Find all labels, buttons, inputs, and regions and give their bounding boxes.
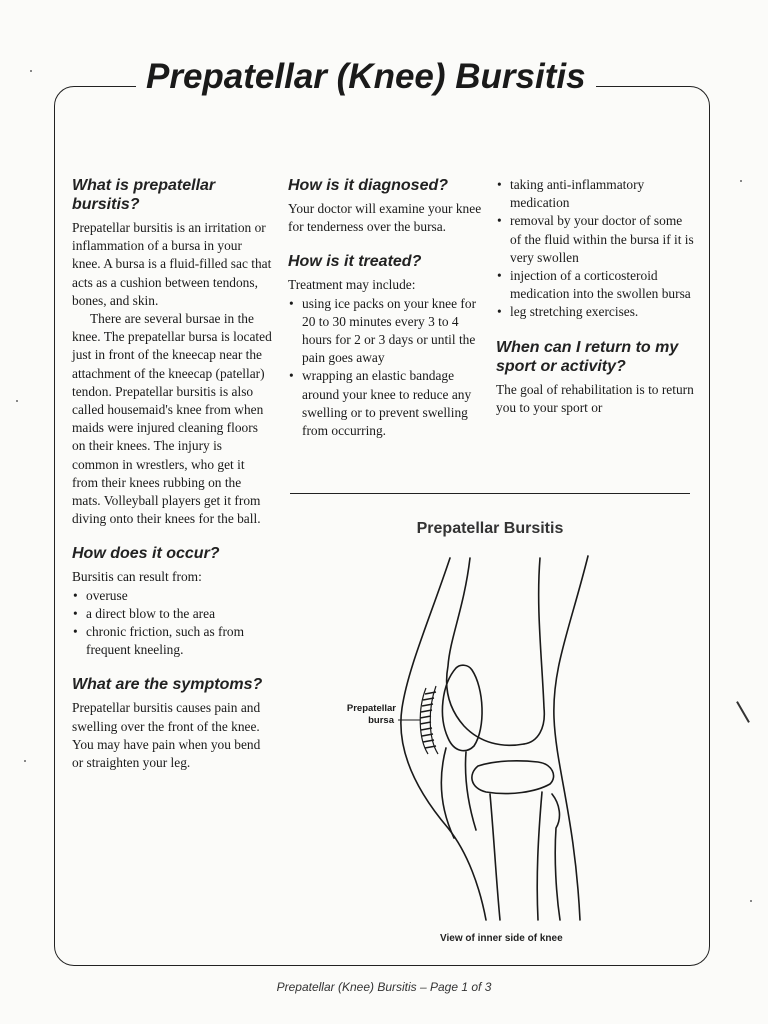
list-item: • wrapping an elastic bandage around your knee to reduce any swelling or to prevent swelling from occurring. (288, 367, 488, 440)
scan-speck (30, 70, 32, 72)
causes-list (72, 587, 272, 660)
treatment-list (288, 295, 488, 441)
section-divider (290, 493, 690, 494)
page-title: Prepatellar (Knee) Bursitis (136, 56, 596, 98)
knee-illustration (330, 548, 690, 928)
column-middle (288, 176, 488, 440)
list-item: • injection of a corticosteroid medication into the swollen bursa (496, 267, 696, 303)
column-right (496, 176, 696, 417)
paragraph-causes-intro: Bursitis can result from: (72, 569, 202, 585)
heading-what-is: What is prepatellar bursitis? (72, 177, 216, 213)
scan-speck (16, 400, 18, 402)
scan-speck (740, 180, 742, 182)
paragraph-definition: Prepatellar bursitis is an irritation or inflammation of a bursa in your knee. A bursa is a fluid-filled sac that acts as a cushion between tendons, bones, and skin. (72, 220, 272, 308)
paragraph-treatment-intro: Treatment may include: (288, 277, 416, 293)
bursa-label-line1: Prepatellar (346, 703, 396, 714)
heading-return: When can I return to my sport or activity? (496, 338, 679, 375)
heading-diagnosed: How is it diagnosed? (288, 177, 449, 194)
heading-how-occur: How does it occur? (72, 545, 220, 563)
page-footer: Prepatellar (Knee) Bursitis – Page 1 of 3 (276, 980, 492, 994)
heading-symptoms: What are the symptoms? (72, 676, 263, 694)
list-item: • chronic friction, such as from frequent kneeling. (72, 623, 272, 659)
bursa-label-line2: bursa (368, 715, 394, 726)
figure-caption: View of inner side of knee (440, 933, 563, 944)
list-item: • overuse (72, 587, 272, 605)
scan-speck (736, 701, 750, 723)
list-item: • using ice packs on your knee for 20 to 30 minutes every 3 to 4 hours for 2 or 3 days or until the pain goes away (288, 295, 488, 368)
paragraph-diagnosis: Your doctor will examine your knee for tenderness over the bursa. (288, 201, 482, 235)
figure-title: Prepatellar Bursitis (416, 520, 564, 537)
list-item: • removal by your doctor of some of the fluid within the bursa if it is very swollen (496, 212, 696, 267)
list-item: • taking anti-inflammatory medication (496, 176, 696, 212)
list-item: • a direct blow to the area (72, 605, 272, 623)
scan-speck (24, 760, 26, 762)
column-left (72, 176, 272, 772)
heading-treated: How is it treated? (288, 253, 422, 271)
paragraph-symptoms: Prepatellar bursitis causes pain and swelling over the front of the knee. You may have pain when you bend or straighten your leg. (72, 700, 261, 771)
treatment-list-continued (496, 176, 696, 322)
paragraph-location: There are several bursae in the knee. The prepatellar bursa is located just in front of the kneecap near the attachment of the kneecap (patellar) tendon. Prepatellar bursitis is also called housemaid's knee from when maids were injured cleaning floors on their knees. The injury is common in wrestlers, who get it from their knees rubbing on the mats. Volleyball players get it from diving onto their knees for the ball. (72, 311, 272, 527)
scan-speck (750, 900, 752, 902)
list-item: • leg stretching exercises. (496, 303, 696, 321)
paragraph-return: The goal of rehabilitation is to return you to your sport or (496, 381, 694, 415)
